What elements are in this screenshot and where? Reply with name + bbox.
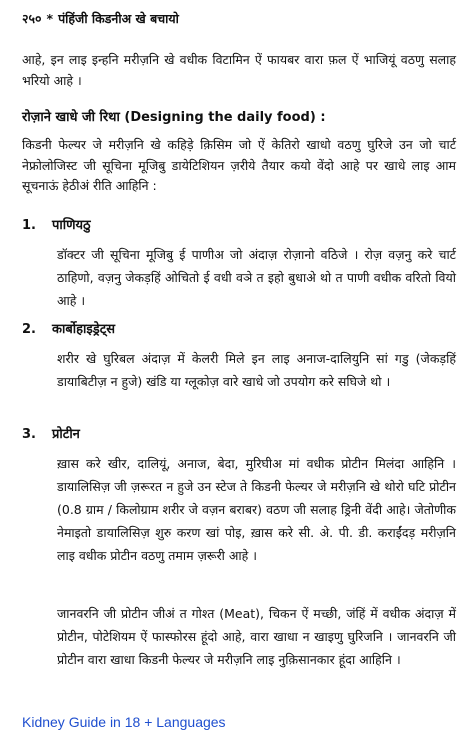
header-separator: * [46, 11, 54, 26]
page-number: २५० [22, 11, 42, 26]
item-paragraph: शरीर खे घुरिबल अंदाज़ में केलरी मिले इन लाइ अनाज-दालियुनि सां गडु (जेकड़हिं डायाबिटीज़ न हुजे) खंडि या ग्लूकोज़ वारे खाधे जो उपयोग करे सघिजे थो । [57, 351, 456, 389]
item-number: 2. [22, 322, 36, 337]
item-number: 3. [22, 427, 36, 442]
footer-link[interactable]: Kidney Guide in 18 + Languages [22, 714, 226, 730]
item-heading [22, 425, 80, 445]
item-heading [22, 216, 91, 236]
running-title: पंहिंजी किडनीअ खे बचायो [58, 11, 179, 26]
page-header [22, 10, 179, 27]
intro-paragraph: आहे, इन लाइ इन्हनि मरीज़नि खे वधीक विटामिन ऐं फायबर वारा फ़ल ऐं भाजियूं वठणु सलाह भरियो आहे । [22, 52, 456, 88]
item-paragraph: ख़ास करे खीर, दालियूं, अनाज, बेदा, मुरिघीअ मां वधीक प्रोटीन मिलंदा आहिनि । डायालिसिज़ जी ज़रूरत न हुजे उन स्टेज ते किडनी फेल्यर जे मरीज़नि खे थोरो घटि प्रोटीन (0.8 ग्राम / किलोग्राम शरीर जे वज़न बराबर) वठण जी सलाह ड्रिनी वेंदी आहे। जेतोणीक नेमाइतो डायालिसिज़ शुरु करण खां पोइ, ख़ास करे सी. अे. पी. डी. कराईंदड़ मरीज़नि लाइ वधीक प्रोटीन वठणु तमाम ज़रूरी आहे । [57, 456, 456, 563]
item-title: कार्बोहाइड्रेट्स [52, 322, 116, 337]
item-title: पाणियठु [52, 218, 91, 233]
item-paragraph: जानवरनि जी प्रोटीन जीअं त गोश्त (Meat), चिकन ऐं मच्छी, जंहिं में वधीक अंदाज़ में प्रोटीन, पोटेशियम ऐं फास्फोरस हूंदो आहे, वारा खाधा न खाइणु घुरिजनि । जानवरनि जी प्रोटीन वारा खाधा किडनी फेल्यर जे मरीज़नि लाइ नुक़िसानकार हूंदा आहिनि । [57, 606, 456, 667]
item-title: प्रोटीन [52, 427, 80, 442]
section-paragraph: किडनी फेल्यर जे मरीज़नि खे कहिड़े क़िसिम जो ऐं केतिरो खाधो वठणु घुरिजे उन जो चार्ट नेफ्रोलोजिस्ट जी सूचिना मूजिबु डायेटिशियन ज़रीये तैयार कयो वेंदो आहे पर खाधे लाइ आम सूचनाऊं हेठीअं रीति आहिनि : [22, 137, 456, 193]
section-heading: रोज़ाने खाधे जी रिथा (Designing the daily food) : [22, 110, 326, 125]
item-heading [22, 320, 115, 340]
item-paragraph: डॉक्टर जी सूचिना मूजिबु ई पाणीअ जो अंदाज़ रोज़ानो वठिजे । रोज़ वज़नु करे चार्ट ठाहिणो, वज़नु जेकड़हिं ओचितो ई वधी वञे त इहो बुधाअे थो त पाणी वधीक वरितो वियो आहे । [57, 247, 456, 308]
item-number: 1. [22, 218, 36, 233]
